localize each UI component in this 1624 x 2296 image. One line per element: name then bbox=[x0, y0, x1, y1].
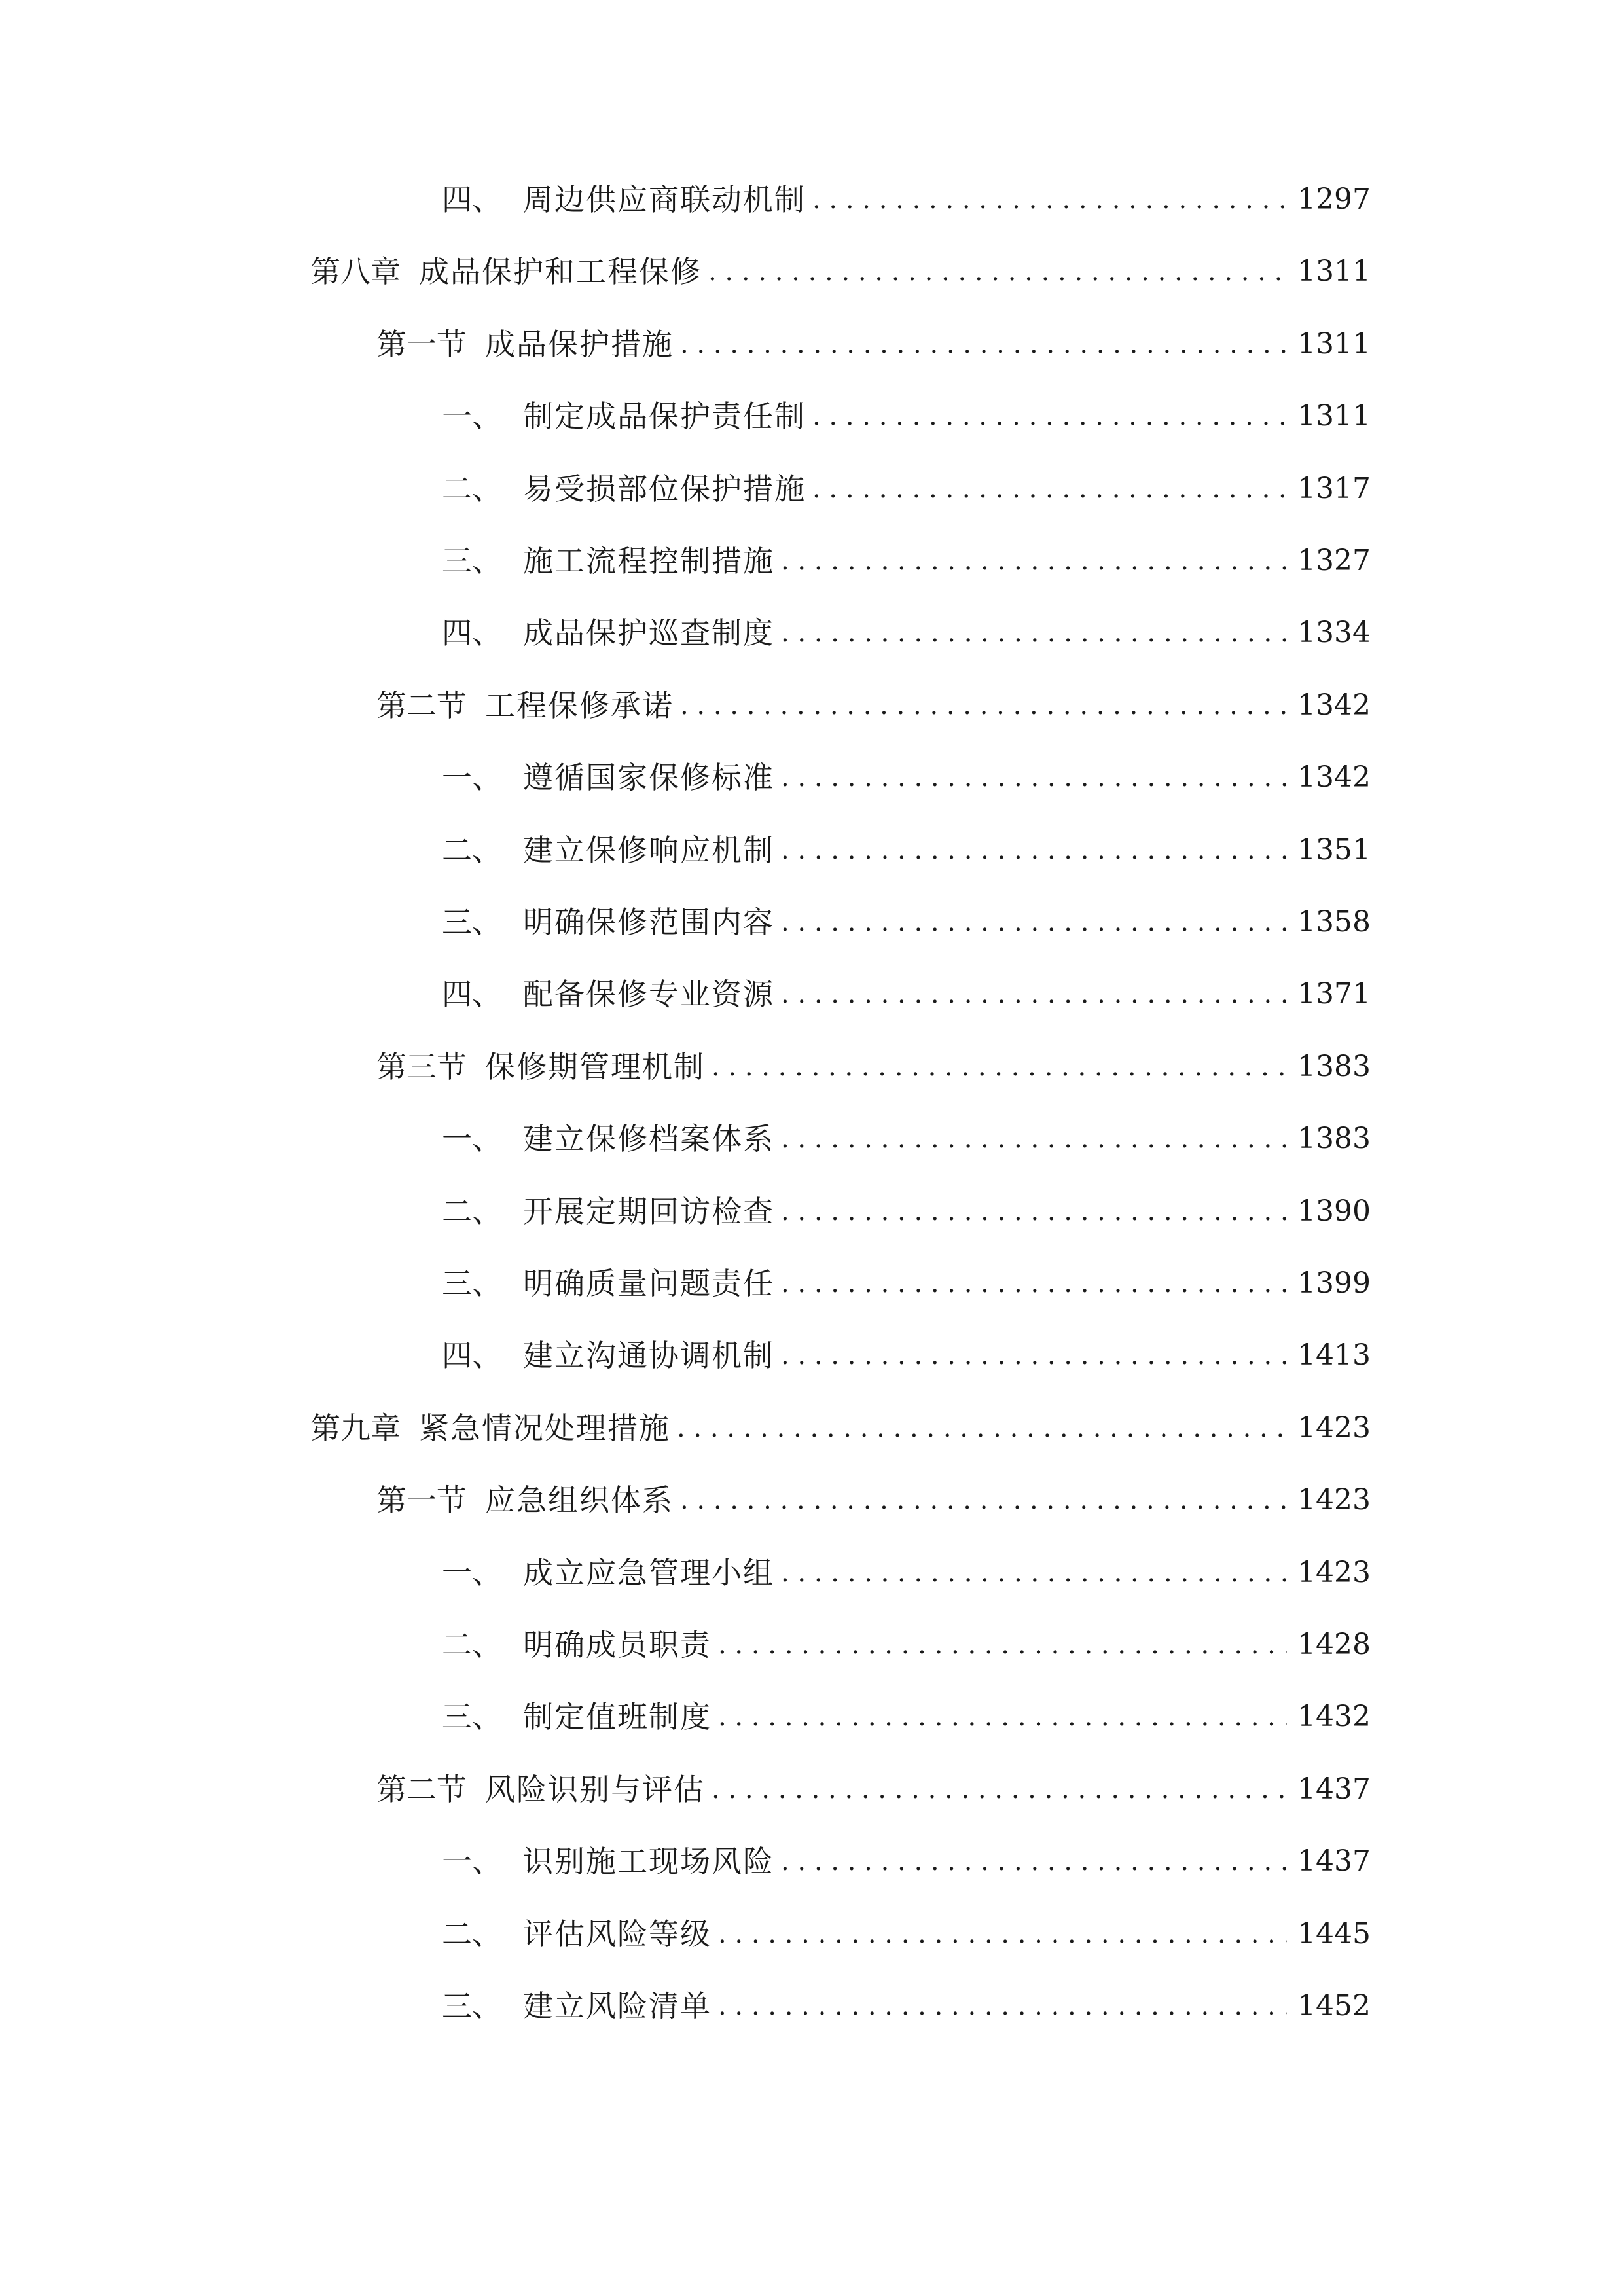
toc-entry[interactable] bbox=[376, 1767, 1371, 1812]
toc-entry-page-number: 1423 bbox=[1297, 1555, 1371, 1589]
toc-entry[interactable] bbox=[442, 1694, 1371, 1740]
toc-entry-title: 施工流程控制措施 bbox=[523, 543, 774, 579]
toc-entry-page-number: 1334 bbox=[1297, 616, 1371, 650]
toc-entry-number: 四、 bbox=[442, 1338, 502, 1374]
dot-leader bbox=[781, 1189, 1287, 1234]
dot-leader bbox=[677, 1405, 1287, 1451]
toc-entry-title: 评估风险等级 bbox=[523, 1916, 712, 1952]
toc-entry-title: 风险识别与评估 bbox=[485, 1771, 705, 1807]
dot-leader bbox=[781, 1116, 1287, 1162]
toc-entry-title: 明确成员职责 bbox=[523, 1627, 712, 1662]
toc-entry-page-number: 1342 bbox=[1297, 761, 1371, 795]
toc-entry[interactable] bbox=[442, 1622, 1371, 1668]
toc-entry-number: 第一节 bbox=[376, 1482, 467, 1518]
toc-entry-title: 易受损部位保护措施 bbox=[523, 471, 806, 507]
dot-leader bbox=[781, 1839, 1287, 1884]
toc-entry-page-number: 1445 bbox=[1297, 1916, 1371, 1950]
toc-entry-page-number: 1383 bbox=[1297, 1049, 1371, 1083]
dot-leader bbox=[708, 249, 1287, 295]
toc-entry-page-number: 1327 bbox=[1297, 544, 1371, 577]
toc-entry-page-number: 1423 bbox=[1297, 1410, 1371, 1444]
toc-entry[interactable] bbox=[442, 1550, 1371, 1596]
toc-entry[interactable] bbox=[442, 1333, 1371, 1378]
toc-entry-title: 遵循国家保修标准 bbox=[523, 760, 774, 796]
toc-entry-title: 成品保护措施 bbox=[485, 326, 674, 362]
toc-entry-number: 三、 bbox=[442, 1266, 502, 1301]
toc-entry-number: 四、 bbox=[442, 977, 502, 1013]
dot-leader bbox=[712, 1044, 1287, 1090]
dot-leader bbox=[812, 466, 1287, 512]
toc-entry-title: 开展定期回访检查 bbox=[523, 1193, 774, 1229]
toc-entry[interactable] bbox=[376, 1044, 1371, 1090]
toc-entry[interactable] bbox=[442, 538, 1371, 584]
toc-entry-title: 成品保护和工程保修 bbox=[419, 254, 702, 290]
dot-leader bbox=[781, 610, 1287, 656]
toc-entry-number: 一、 bbox=[442, 1844, 502, 1880]
toc-entry[interactable] bbox=[442, 610, 1371, 656]
toc-entry[interactable] bbox=[376, 683, 1371, 728]
toc-entry-title: 成立应急管理小组 bbox=[523, 1554, 774, 1590]
toc-entry[interactable] bbox=[376, 321, 1371, 367]
toc-entry-number: 三、 bbox=[442, 1699, 502, 1735]
toc-entry-title: 识别施工现场风险 bbox=[523, 1844, 774, 1880]
toc-entry[interactable] bbox=[310, 1405, 1371, 1451]
dot-leader bbox=[781, 755, 1287, 800]
dot-leader bbox=[718, 1911, 1287, 1957]
toc-entry-number: 三、 bbox=[442, 905, 502, 940]
toc-entry-number: 一、 bbox=[442, 399, 502, 435]
toc-entry[interactable] bbox=[442, 1983, 1371, 2029]
toc-entry-number: 第九章 bbox=[310, 1410, 401, 1446]
toc-entry-number: 二、 bbox=[442, 1627, 502, 1662]
toc-entry-number: 第八章 bbox=[310, 254, 401, 290]
toc-entry-title: 周边供应商联动机制 bbox=[523, 182, 806, 217]
dot-leader bbox=[781, 1550, 1287, 1596]
toc-entry[interactable] bbox=[442, 827, 1371, 873]
toc-entry[interactable] bbox=[310, 249, 1371, 295]
toc-entry-page-number: 1452 bbox=[1297, 1989, 1371, 2022]
toc-entry-title: 应急组织体系 bbox=[485, 1482, 674, 1518]
toc-entry[interactable] bbox=[442, 177, 1371, 223]
toc-entry-page-number: 1437 bbox=[1297, 1844, 1371, 1878]
toc-entry-title: 工程保修承诺 bbox=[485, 687, 674, 723]
dot-leader bbox=[812, 177, 1287, 223]
toc-entry-page-number: 1358 bbox=[1297, 905, 1371, 939]
dot-leader bbox=[712, 1767, 1287, 1812]
dot-leader bbox=[781, 1333, 1287, 1378]
toc-entry-number: 第二节 bbox=[376, 1771, 467, 1807]
toc-entry-number: 二、 bbox=[442, 1193, 502, 1229]
toc-entry-title: 成品保护巡查制度 bbox=[523, 615, 774, 651]
toc-entry-title: 建立沟通协调机制 bbox=[523, 1338, 774, 1374]
toc-entry-number: 一、 bbox=[442, 1121, 502, 1157]
toc-entry-title: 紧急情况处理措施 bbox=[419, 1410, 670, 1446]
toc-entry[interactable] bbox=[442, 1189, 1371, 1234]
toc-entry-number: 四、 bbox=[442, 182, 502, 217]
toc-entry[interactable] bbox=[442, 466, 1371, 512]
toc-entry-number: 三、 bbox=[442, 543, 502, 579]
toc-entry-page-number: 1390 bbox=[1297, 1194, 1371, 1228]
toc-entry-page-number: 1432 bbox=[1297, 1700, 1371, 1734]
toc-entry-page-number: 1428 bbox=[1297, 1628, 1371, 1661]
toc-entry-title: 明确保修范围内容 bbox=[523, 905, 774, 940]
toc-entry-page-number: 1399 bbox=[1297, 1266, 1371, 1300]
toc-entry-page-number: 1351 bbox=[1297, 833, 1371, 867]
toc-entry-number: 第二节 bbox=[376, 687, 467, 723]
toc-entry-page-number: 1423 bbox=[1297, 1483, 1371, 1517]
toc-entry-title: 制定值班制度 bbox=[523, 1699, 712, 1735]
toc-entry-title: 建立风险清单 bbox=[523, 1988, 712, 2024]
toc-entry-title: 配备保修专业资源 bbox=[523, 977, 774, 1013]
toc-entry-title: 建立保修档案体系 bbox=[523, 1121, 774, 1157]
toc-entry[interactable] bbox=[442, 1839, 1371, 1884]
toc-entry-page-number: 1342 bbox=[1297, 688, 1371, 722]
toc-entry-number: 第一节 bbox=[376, 326, 467, 362]
toc-entry-page-number: 1371 bbox=[1297, 977, 1371, 1011]
dot-leader bbox=[781, 899, 1287, 945]
toc-entry-number: 第三节 bbox=[376, 1049, 467, 1085]
dot-leader bbox=[718, 1983, 1287, 2029]
dot-leader bbox=[680, 321, 1287, 367]
toc-entry-page-number: 1383 bbox=[1297, 1122, 1371, 1156]
toc-entry-number: 二、 bbox=[442, 471, 502, 507]
toc-entry-page-number: 1413 bbox=[1297, 1338, 1371, 1372]
dot-leader bbox=[781, 827, 1287, 873]
dot-leader bbox=[812, 393, 1287, 439]
dot-leader bbox=[718, 1694, 1287, 1740]
toc-entry-number: 二、 bbox=[442, 832, 502, 868]
toc-entry[interactable] bbox=[442, 971, 1371, 1017]
toc-entry[interactable] bbox=[442, 755, 1371, 800]
toc-entry[interactable] bbox=[442, 1911, 1371, 1957]
toc-entry-page-number: 1297 bbox=[1297, 183, 1371, 216]
toc-entry-number: 四、 bbox=[442, 615, 502, 651]
dot-leader bbox=[718, 1622, 1287, 1668]
toc-entry[interactable] bbox=[442, 1261, 1371, 1306]
toc-entry-number: 二、 bbox=[442, 1916, 502, 1952]
toc-entry-title: 明确质量问题责任 bbox=[523, 1266, 774, 1301]
toc-entry-page-number: 1437 bbox=[1297, 1772, 1371, 1806]
toc-entry-page-number: 1311 bbox=[1297, 255, 1371, 289]
toc-entry[interactable] bbox=[442, 1116, 1371, 1162]
dot-leader bbox=[680, 683, 1287, 728]
dot-leader bbox=[680, 1477, 1287, 1523]
toc-entry-page-number: 1317 bbox=[1297, 471, 1371, 505]
dot-leader bbox=[781, 538, 1287, 584]
toc-entry-number: 三、 bbox=[442, 1988, 502, 2024]
toc-entry[interactable] bbox=[442, 899, 1371, 945]
toc-entry-number: 一、 bbox=[442, 1554, 502, 1590]
toc-entry[interactable] bbox=[376, 1477, 1371, 1523]
dot-leader bbox=[781, 971, 1287, 1017]
toc-entry-page-number: 1311 bbox=[1297, 399, 1371, 433]
toc-entry[interactable] bbox=[442, 393, 1371, 439]
toc-entry-title: 保修期管理机制 bbox=[485, 1049, 705, 1085]
dot-leader bbox=[781, 1261, 1287, 1306]
toc-entry-page-number: 1311 bbox=[1297, 327, 1371, 361]
toc-entry-number: 一、 bbox=[442, 760, 502, 796]
toc-entry-title: 制定成品保护责任制 bbox=[523, 399, 806, 435]
toc-entry-title: 建立保修响应机制 bbox=[523, 832, 774, 868]
